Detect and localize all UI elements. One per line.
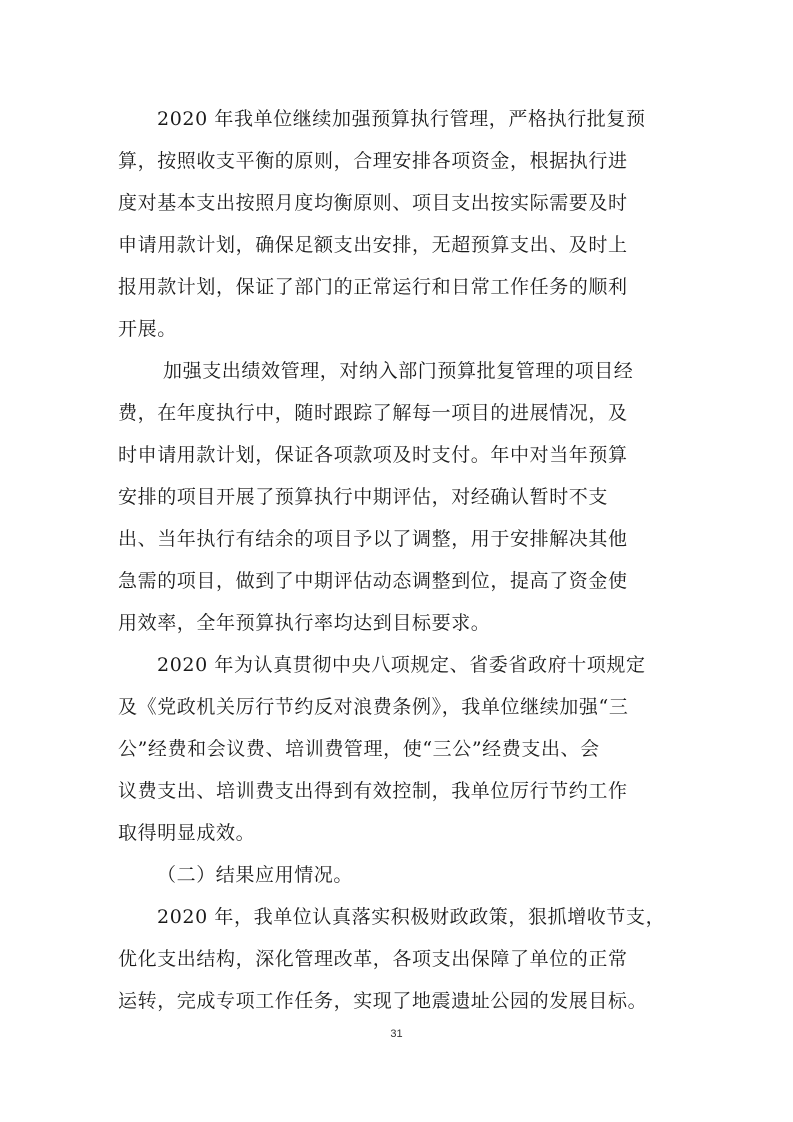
- paragraph-2-line-7: 用效率，全年预算执行率均达到目标要求。: [118, 612, 491, 634]
- paragraph-5-line-3: 运转，完成专项工作任务，实现了地震遗址公园的发展目标。: [118, 990, 648, 1012]
- paragraph-1-line-2: 算，按照收支平衡的原则，合理安排各项资金，根据执行进: [118, 150, 628, 172]
- paragraph-1-line-1: 2020 年我单位继续加强预算执行管理，严格执行批复预: [157, 108, 646, 130]
- paragraph-1-line-6: 开展。: [118, 318, 177, 340]
- paragraph-2-line-1: 加强支出绩效管理，对纳入部门预算批复管理的项目经: [163, 360, 634, 382]
- paragraph-3-line-5: 取得明显成效。: [118, 822, 256, 844]
- paragraph-3-line-4: 议费支出、培训费支出得到有效控制，我单位厉行节约工作: [118, 780, 628, 802]
- paragraph-1-line-4: 申请用款计划，确保足额支出安排，无超预算支出、及时上: [118, 234, 628, 256]
- paragraph-3-line-3: 公”经费和会议费、培训费管理，使“三公”经费支出、会: [118, 738, 600, 760]
- section-heading: （二）结果应用情况。: [157, 864, 354, 886]
- paragraph-2-line-6: 急需的项目，做到了中期评估动态调整到位，提高了资金使: [118, 570, 628, 592]
- paragraph-1-line-3: 度对基本支出按照月度均衡原则、项目支出按实际需要及时: [118, 192, 628, 214]
- paragraph-3-line-1: 2020 年为认真贯彻中央八项规定、省委省政府十项规定: [157, 654, 646, 676]
- paragraph-2-line-5: 出、当年执行有结余的项目予以了调整，用于安排解决其他: [118, 528, 628, 550]
- paragraph-1-line-5: 报用款计划，保证了部门的正常运行和日常工作任务的顺利: [118, 276, 628, 298]
- paragraph-2-line-3: 时申请用款计划，保证各项款项及时支付。年中对当年预算: [118, 444, 628, 466]
- paragraph-5-line-2: 优化支出结构，深化管理改革，各项支出保障了单位的正常: [118, 948, 628, 970]
- paragraph-2-line-4: 安排的项目开展了预算执行中期评估，对经确认暂时不支: [118, 486, 609, 508]
- paragraph-3-line-2: 及《党政机关厉行节约反对浪费条例》，我单位继续加强“三: [118, 696, 629, 718]
- page-number: 31: [390, 1028, 403, 1040]
- paragraph-2-line-2: 费，在年度执行中，随时跟踪了解每一项目的进展情况，及: [118, 402, 628, 424]
- paragraph-5-line-1: 2020 年，我单位认真落实积极财政政策，狠抓增收节支，: [157, 906, 666, 928]
